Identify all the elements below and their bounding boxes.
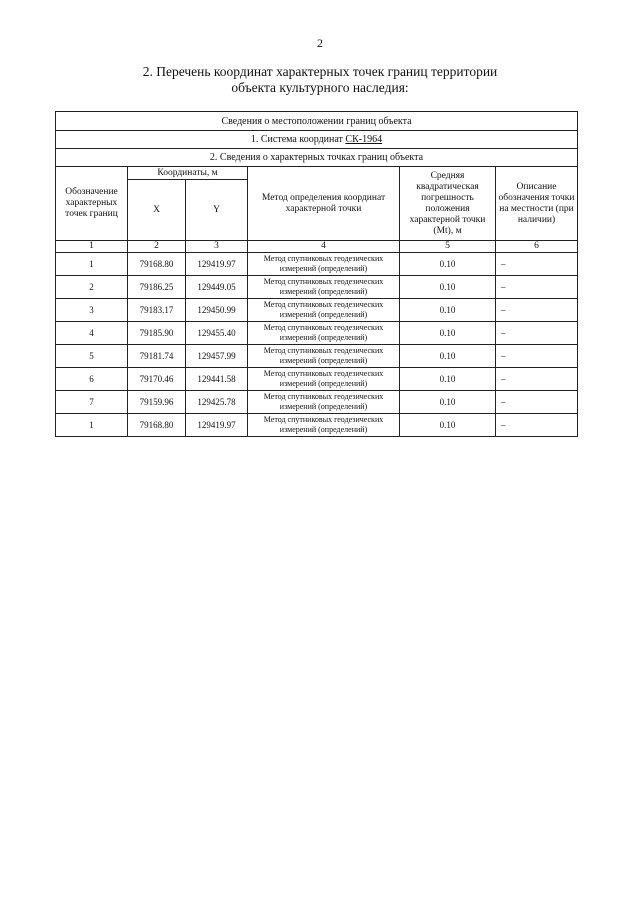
coord-x: 79159.96: [128, 391, 186, 414]
accuracy: 0.10: [400, 276, 496, 299]
accuracy: 0.10: [400, 368, 496, 391]
method: Метод спутниковых геодезических измерений (определений): [248, 414, 400, 437]
table-row: [56, 345, 578, 368]
table-row: [56, 253, 578, 276]
description: –: [496, 391, 578, 414]
point-id: 7: [56, 391, 128, 414]
table-row: [56, 276, 578, 299]
description: –: [496, 414, 578, 437]
points-section-header: 2. Сведения о характерных точках границ объекта: [56, 149, 578, 167]
col-header-accuracy: Средняя квадратическая погрешность положения характерной точки (Mt), м: [400, 167, 496, 241]
col-header-method: Метод определения координат характерной точки: [248, 167, 400, 241]
col-number: 1: [56, 241, 128, 253]
method: Метод спутниковых геодезических измерений (определений): [248, 322, 400, 345]
coord-x: 79168.80: [128, 253, 186, 276]
accuracy: 0.10: [400, 299, 496, 322]
point-id: 1: [56, 414, 128, 437]
page-number: 2: [317, 36, 323, 50]
col-header-y: Y: [186, 180, 248, 241]
col-header-coords: Координаты, м: [128, 167, 248, 180]
coord-y: 129419.97: [186, 414, 248, 437]
coord-y: 129457.99: [186, 345, 248, 368]
accuracy: 0.10: [400, 345, 496, 368]
coord-y: 129425.78: [186, 391, 248, 414]
point-id: 5: [56, 345, 128, 368]
coord-x: 79168.80: [128, 414, 186, 437]
coord-y: 129450.99: [186, 299, 248, 322]
coordinates-table: [55, 111, 578, 437]
description: –: [496, 276, 578, 299]
method: Метод спутниковых геодезических измерений (определений): [248, 253, 400, 276]
point-id: 6: [56, 368, 128, 391]
point-id: 2: [56, 276, 128, 299]
table-main-header: Сведения о местоположении границ объекта: [56, 112, 578, 131]
point-id: 4: [56, 322, 128, 345]
description: –: [496, 368, 578, 391]
title-line-2: объекта культурного наследия:: [231, 80, 409, 95]
col-number: 6: [496, 241, 578, 253]
point-id: 1: [56, 253, 128, 276]
coordinate-system-row: [56, 131, 578, 149]
coord-x: 79185.90: [128, 322, 186, 345]
coord-y: 129449.05: [186, 276, 248, 299]
col-header-x: X: [128, 180, 186, 241]
accuracy: 0.10: [400, 253, 496, 276]
description: –: [496, 322, 578, 345]
method: Метод спутниковых геодезических измерений (определений): [248, 368, 400, 391]
method: Метод спутниковых геодезических измерений (определений): [248, 391, 400, 414]
col-header-point: Обозначение характерных точек границ: [56, 167, 128, 241]
coordinate-system-prefix: 1. Система координат: [250, 134, 346, 145]
coordinate-system-name: СК-1964: [345, 134, 383, 145]
coord-x: 79186.25: [128, 276, 186, 299]
accuracy: 0.10: [400, 414, 496, 437]
method: Метод спутниковых геодезических измерений (определений): [248, 276, 400, 299]
title-line-1: 2. Перечень координат характерных точек границ территории: [142, 64, 498, 79]
description: –: [496, 299, 578, 322]
col-number: 5: [400, 241, 496, 253]
col-number: 4: [248, 241, 400, 253]
coord-y: 129441.58: [186, 368, 248, 391]
method: Метод спутниковых геодезических измерений (определений): [248, 345, 400, 368]
col-header-description: Описание обозначения точки на местности (при наличии): [496, 167, 578, 241]
table-row: [56, 299, 578, 322]
col-number: 2: [128, 241, 186, 253]
coord-y: 129455.40: [186, 322, 248, 345]
accuracy: 0.10: [400, 322, 496, 345]
description: –: [496, 345, 578, 368]
point-id: 3: [56, 299, 128, 322]
coord-y: 129419.97: [186, 253, 248, 276]
document-title: [80, 64, 560, 96]
method: Метод спутниковых геодезических измерений (определений): [248, 299, 400, 322]
col-number: 3: [186, 241, 248, 253]
table-row: [56, 391, 578, 414]
table-row: [56, 414, 578, 437]
table-row: [56, 322, 578, 345]
accuracy: 0.10: [400, 391, 496, 414]
coord-x: 79181.74: [128, 345, 186, 368]
coord-x: 79170.46: [128, 368, 186, 391]
coord-x: 79183.17: [128, 299, 186, 322]
description: –: [496, 253, 578, 276]
table-row: [56, 368, 578, 391]
